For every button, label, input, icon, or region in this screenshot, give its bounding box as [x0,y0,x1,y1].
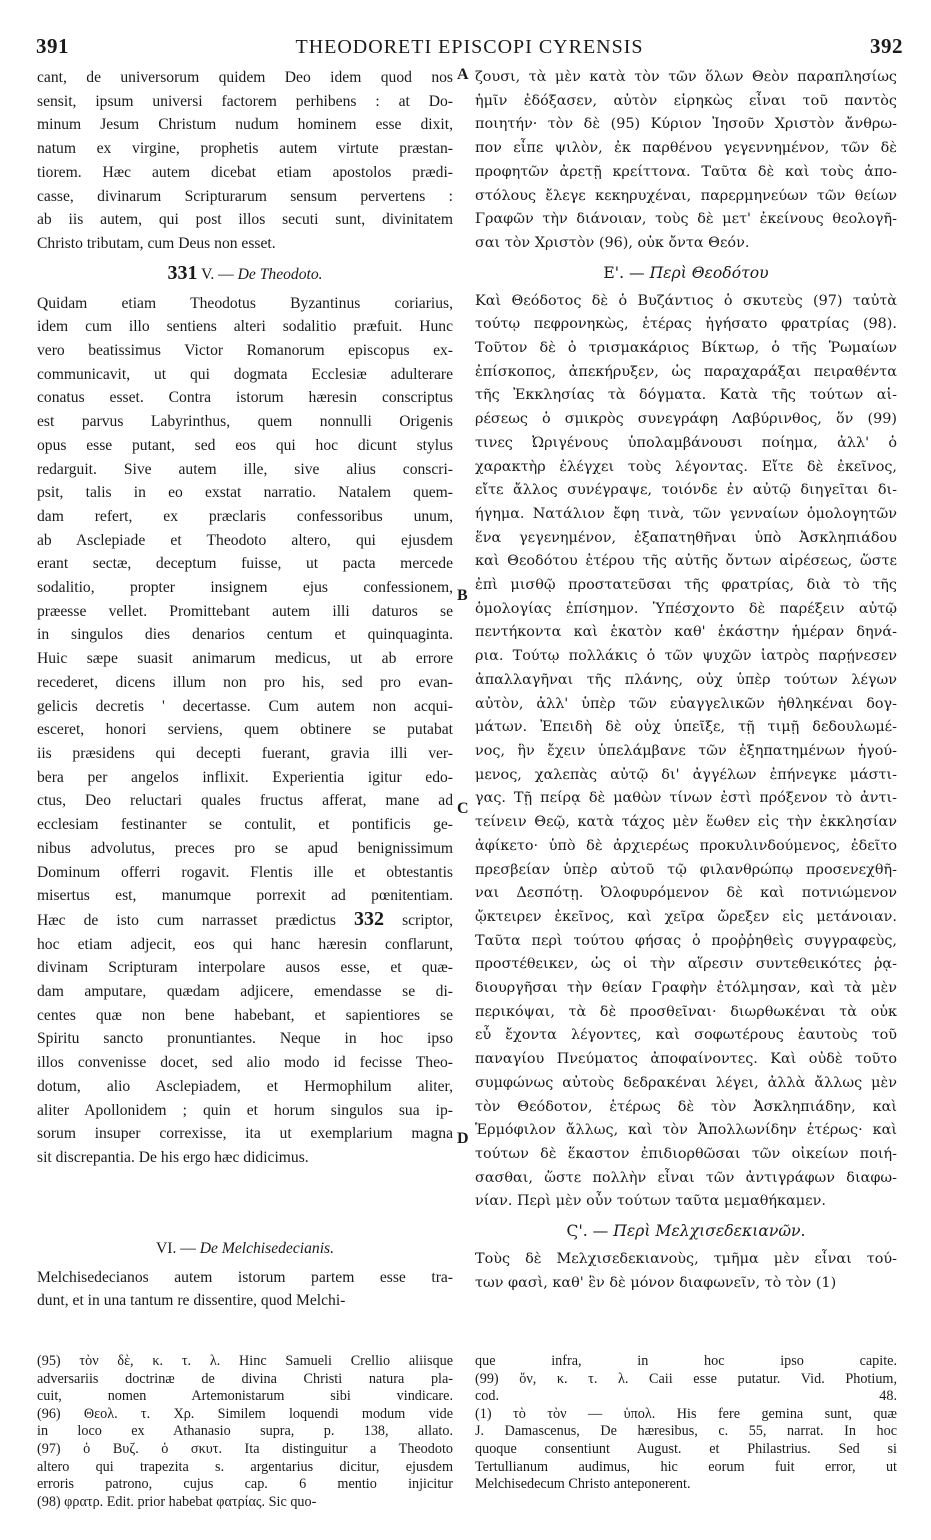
text-line: psit, talis in eo exstat narratio. Natalem quem- [37,484,453,502]
greek-paragraph-2 [475,290,897,1214]
text-line: J. Damascenus, De hæresibus, c. 55, narrat. In hoc [475,1423,897,1440]
text-line: Ταῦτα περὶ τούτου φήσας ὁ προῤῥηθεὶς συγγραφεὺς, [475,932,897,949]
text-line: εὖ ἔχοντα λέγοντες, καὶ σοφωτέρους ἑαυτοὺς τοῦ [475,1027,897,1044]
text-line: adversariis doctrinæ de divina Christi natura pla- [37,1370,453,1387]
text-line: sodalitio, propter insignem ejus confessionem, [37,579,453,597]
text-line: συμφώνως αὐτοὺς δεδρακέναι λέγει, ἀλλὰ ἄλλως μὲν [475,1074,897,1091]
text-line: τῆς Ἐκκλησίας τὰ δόγματα. Κατὰ τῆς τούτων αἱ- [475,387,897,404]
text-line: casse, divinarum Scripturarum sensum pervertens : [37,187,453,205]
text-line: (99) ὅν, κ. τ. λ. Caii esse putatur. Vid. Photium, [475,1370,897,1387]
text-line: καὶ Θεοδότου ἑτέρου τῆς αὐτῆς ὄντων αἱρέσεως, ὥστε [475,553,897,570]
text-line: (98) φρατρ. Edit. prior habebat φατρίας. Sic quo- [37,1493,317,1510]
text-line: ρια. Τούτῳ πολλάκις ὁ τῶν ψυχῶν ἰατρὸς παρῄνεσεν [475,648,897,665]
latin-paragraph-2 [37,292,453,908]
margin-marker-c: C [457,800,469,817]
text-line: conatus esset. Contra istorum hæresin conscriptus [37,389,453,407]
text-line: hoc etiam adjecit, eos qui hanc hæresin conflarunt, [37,935,453,953]
text-line: μάτων. Ἐπειδὴ δὲ οὐχ ὑπεῖξε, τῇ τιμῇ δεδουλωμέ- [475,719,897,736]
section-numeral: V. — [201,265,234,283]
text-line: προφητῶν ἀρετῇ κρείττονα. Ταῦτα δὲ καὶ τοὺς ἀπο- [475,163,897,180]
text-line: sorum insuper correxisse, ita ut exemplarium magna [37,1125,453,1143]
text-line: sensit, ipsum universi factorem perhibens : at Do- [37,92,453,110]
text-line: ᾤκτειρεν ἐκεῖνος, καὶ χεῖρα ὤρεξεν εἰς μετάνοιαν. [475,908,897,925]
text-line: (1) τὸ τὸν — ὑπολ. His fere gemina sunt, quæ [475,1405,897,1422]
text-line: ctus, Deo reluctari quales fructus afferat, mane ad [37,792,453,810]
text-line: cant, de universorum quidem Deo idem quod nos [37,69,453,86]
text-line: γας. Τῇ πείρᾳ δὲ μαθὼν τίνων ἐστὶ πρόξενον τὸ ἀντι- [475,790,897,807]
text-line: πον εἶπε ψιλὸν, ἐκ παρθένου γεγεννημένον, τῶν δὲ [475,140,897,157]
text-line: παναγίου Πνεύματος ἀποφαίνοντες. Καὶ οὐδὲ τοῦτο [475,1051,897,1068]
text-line: Melchisedecum Christo anteponerent. [475,1476,691,1493]
running-header [36,34,903,64]
text-line: (95) τὸν δὲ, κ. τ. λ. Hinc Samueli Crellio aliisque [37,1353,453,1369]
text-line: sit discrepantia. De his ergo hæc didicimus. [37,1148,309,1166]
section-numeral: VI. — [156,1239,196,1257]
text-line: ποιητήν· τὸν δὲ (95) Κύριον Ἰησοῦν Χριστὸν ἄνθρω- [475,116,897,133]
text-line: redarguit. Sive autem ille, sive alius conscri- [37,460,453,478]
margin-marker-b: B [457,587,468,604]
greek-paragraph-1 [475,66,897,256]
greek-paragraph-3 [475,1248,897,1295]
text-line: quoque consentiunt August. et Philastrius. Sed si [475,1440,897,1457]
footnotes-right [475,1353,897,1494]
text-line: νος, ἣν ἔχειν ὑπελάμβανε τῶν ἐξηπατημένων ἡγού- [475,742,897,759]
text-line: idem cum illo sentiens alteri sodalitio præfuit. Hunc [37,318,453,336]
text-line: erroris patrono, cujus cap. 6 mentio injicitur [37,1476,453,1493]
text-line: σασθαι, ὥστε πολλὴν εἶναι τῶν ἀντιγράφων διαφω- [475,1169,897,1186]
greek-section-e-heading [475,260,897,286]
text-line: altero qui trapezita s. argentarius dicitur, ejusdem [37,1458,453,1475]
text-line: ὁμολογίας ἐπίσημον. Ὑπέσχοντο δὲ παρέξειν αὐτῷ [475,600,897,617]
text-line: των φασὶ, καθ' ἓν δὲ μόνον διαφωνεῖν, τὸ τὸν (1) [475,1274,837,1291]
text-line: dam amputare, quædam adjicere, emendasse se di- [37,983,453,1001]
latin-paragraph-2-cont [37,908,453,933]
text-line: opus esse putant, sed eos qui hoc dicunt stylus [37,436,453,454]
text-line: ἐπὶ μισθῷ προστατεῦσαι τῆς φρατρίας, διὰ τὸ τῆς [475,577,897,594]
section-numeral: Ε'. — [603,263,645,282]
text-line: εἴτε ἄλλος συνέγραψε, τοιόνδε ἐν αὐτῷ διηγεῖται δι- [475,482,897,499]
running-title: THEODORETI EPISCOPI CYRENSIS [295,36,644,58]
text-line: in singulos dies denarios centum et quinquaginta. [37,626,453,644]
text-line: (97) ὁ Βυζ. ὁ σκυτ. Ita distinguitur a Theodoto [37,1440,453,1457]
text-line: tiorem. Hæc autem dicebat etiam apostolos prædi- [37,163,453,181]
text-line: Melchisedecianos autem istorum partem esse tra- [37,1268,453,1286]
text-line: μενος, χαλεπὰς αὐτῷ δι' ἀγγέλων ἐπήνεγκε μάστι- [475,766,897,783]
text-line: ecclesiam festinanter se contulit, et pontificis ge- [37,816,453,834]
text-line: Quidam etiam Theodotus Byzantinus coriarius, [37,294,453,312]
section-numeral: Ϛ'. — [566,1222,609,1241]
text-line: Γραφῶν τὴν διάνοιαν, τοὺς δὲ μετ' ἐκείνους θεολογῆ- [475,211,897,228]
text-line: misertus est, manumque porrexit ad pœnitentiam. [37,887,453,905]
latin-column [37,66,453,1313]
page-ref-332: 332 [354,907,385,930]
latin-paragraph-1 [37,66,453,256]
greek-section-6-heading [475,1218,897,1244]
page-number-right: 392 [870,34,903,58]
margin-marker-d: D [457,1130,469,1147]
greek-column [475,66,897,1295]
text-line: πεντήκοντα καὶ ἑκατὸν καθ' ἑκάστην ἡμέραν δηνά- [475,624,897,641]
margin-marker-a: A [457,66,469,83]
section-title: De Theodoto. [237,265,323,283]
text-line: cod. 48. [475,1388,897,1405]
text-line: Dominum offerri rogavit. Flentis ille et obtestantis [37,863,453,881]
text-line: ρέσεως ὁ σμικρὸς συνεγράφη Λαβύρινθος, ὅν (99) [475,411,897,428]
text-line: ἕνα γεγενημένον, ἐξαπατηθῆναι ὑπὸ Ἀσκληπιάδου [475,529,897,546]
text-line: gelicis decretis ' decertasse. Cum autem non acqui- [37,697,453,715]
section-title: De Melchisedecianis. [199,1239,334,1257]
text-line: τούτῳ πεφρονηκὼς, ἑτέρας ἡγήσατο φρατρίας (98). [475,316,897,333]
latin-paragraph-3 [37,1266,453,1313]
text-line: Τοῦτον δὲ ὁ τρισμακάριος Βίκτωρ, ὁ τῆς Ῥωμαίων [475,340,897,357]
section-title: Περὶ Θεοδότου [649,263,769,282]
text-line: in loco ex Athanasio supra, p. 138, allato. [37,1423,453,1440]
text-line: ἐπίσκοπος, ἀπεκήρυξεν, ὡς παραχαράξαι πειραθέντα [475,363,897,380]
latin-line: Hæc de isto cum narrasset prædictus [37,911,336,929]
footnotes-left [37,1353,453,1511]
text-line: ναι Δεσπότῃ. Ὀλοφυρόμενον δὲ καὶ ποτνιώμενον [475,885,897,902]
text-line: Huic sæpe suasit animarum medicus, ut ab errore [37,650,453,668]
text-line: dotum, alio Asclepiadem, et Hermophilum aliter, [37,1077,453,1095]
text-line: χαρακτὴρ ἐλέγχει τοὺς λέγοντας. Εἴτε δὲ ἐκεῖνος, [475,458,897,475]
text-line: erant sectæ, deceptum fuisse, ut pacta mercede [37,555,453,573]
text-line: νίαν. Περὶ μὲν οὖν τούτων ταῦτα μεμαθήκαμεν. [475,1193,826,1210]
text-line: centes quæ non bene habebant, et sapientiores se [37,1006,453,1024]
text-line: ήγημα. Νατάλιον ἔφη τινὰ, τῶν γενναίων ὁμολογητῶν [475,505,897,522]
text-line: vero beatissimus Victor Romanorum episcopus ex- [37,342,453,360]
text-line: Christo tributam, cum Deus non esset. [37,234,276,252]
text-line: bera per angelos inflixit. Experientia igitur edo- [37,768,453,786]
text-line: iis præsidens qui decepti fuerant, gravia illi ver- [37,744,453,762]
text-line: διουργῆσαι τὴν θείαν Γραφὴν ἐτόλμησαν, καὶ τὰ μὲν [475,980,897,997]
text-line: esceret, honori serviens, quem obtinere se putabat [37,721,453,739]
text-line: aliter Apollonidem ; quin et horum singulos sua ip- [37,1101,453,1119]
text-line: περικόψαι, τὰ δὲ προσθεῖναι· διωρθωκέναι τὰ οὐκ [475,1003,897,1020]
latin-line: scriptor, [402,911,453,929]
text-line: illos convenisse docet, sed alio modo id fecisse Theo- [37,1054,453,1072]
text-line: ἀφίκετο· ὑπὸ δὲ ἀρχιερέως προκυλινδούμενος, ἐδεῖτο [475,837,897,854]
section-title: Περὶ Μελχισεδεκιανῶν. [613,1222,806,1241]
text-line: ab Asclepiade et Theodoto altero, qui ejusdem [37,531,453,549]
text-line: τείνειν Θεῷ, κατὰ τάχος μὲν ἕωθεν εἰς τὴν ἐκκλησίαν [475,814,897,831]
text-line: nibus advolutus, preces pro se apud benignissimum [37,839,453,857]
latin-section-v-heading [37,260,453,288]
text-line: cuit, nomen Artemonistarum sibi vindicare. [37,1388,453,1405]
text-line: natum ex virgine, prophetis autem virtute præstan- [37,140,453,158]
text-line: (96) Θεολ. τ. Χρ. Similem loquendi modum vide [37,1405,453,1422]
text-line: προστέθεικεν, ὡς οἱ τὴν αἵρεσιν συντεθεικότες ῥᾳ- [475,956,897,973]
text-line: est parvus Labyrinthus, quem nonnulli Origenis [37,413,453,431]
text-line: Καὶ Θεόδοτος δὲ ὁ Βυζάντιος ὁ σκυτεὺς (97) ταὐτὰ [475,292,897,309]
text-line: præesse vellet. Promittebant autem illi daturos se [37,602,453,620]
page-number-left: 391 [36,34,69,58]
text-line: ἡμῖν ἐδόξασεν, αὐτὸν εἰρηκὼς εἶναι τοῦ παντὸς [475,92,897,109]
text-line: dunt, et in una tantum re dissentire, quod Melchi- [37,1292,346,1310]
text-line: minum Jesum Christum nudum hominem esse dixit, [37,116,453,134]
text-line: σαι τὸν Χριστὸν (96), οὐκ ὄντα Θεόν. [475,234,750,251]
text-line: αὐτὸν, ἀλλ' ὑπὲρ τῶν εὐαγγελικῶν ἠθληκέναι δογ- [475,695,897,712]
text-line: στόλους ἔλεγε κεκηρυχέναι, παρερμηνεύων τῶν θείων [475,187,897,204]
text-line: recederet, dicens illum non pro his, sed pro evan- [37,673,453,691]
text-line: Ἑρμόφιλον ἄλλως, καὶ τὸν Ἀπολλωνίδην ἑτέρως· καὶ [475,1122,897,1139]
text-line: divinam Scripturam interpolare ausos esse, et quæ- [37,959,453,977]
text-line: ζουσι, τὰ μὲν κατὰ τὸν τῶν ὅλων Θεὸν παραπλησίως [475,69,897,85]
text-line: ab iis autem, qui post illos secuti sunt, divinitatem [37,211,453,229]
text-line: πρεσβείαν ὑπὲρ αὐτοῦ τῷ φιλανθρώπῳ προσενεχθῆ- [475,861,897,878]
text-line: communicavit, ut qui dogmata Ecclesiæ adulterare [37,365,453,383]
latin-section-vi-heading [37,1236,453,1262]
text-line: Τοὺς δὲ Μελχισεδεκιανοὺς, τμῆμα μὲν εἶναι τού- [475,1251,897,1268]
text-line: que infra, in hoc ipso capite. [475,1353,897,1369]
latin-paragraph-2-end [37,933,453,1170]
text-line: dam refert, ex præclaris confessoribus unum, [37,507,453,525]
text-line: τινες Ὠριγένους ὑπολαμβάνουσι ποίημα, ἀλλ' ὁ [475,434,897,451]
text-line: ἀπαλλαγῆναι τῆς πλάνης, οὐχ ὑπὲρ τούτων λέγων [475,671,897,688]
text-line: Tertullianum audimus, hic eorum fuit error, ut [475,1458,897,1475]
text-line: τούτων δὲ ἕκαστον ἐπιδιορθῶσαι τῶν οἰκείων ποιή- [475,1145,897,1162]
text-line: Spiritu sancto pronuntiantes. Neque in hoc ipso [37,1030,453,1048]
text-line: τὸν Θεόδοτον, ἑτέρως δὲ τὸν Ἀσκληπιάδην, καὶ [475,1098,897,1115]
page-ref-331: 331 [167,261,198,284]
